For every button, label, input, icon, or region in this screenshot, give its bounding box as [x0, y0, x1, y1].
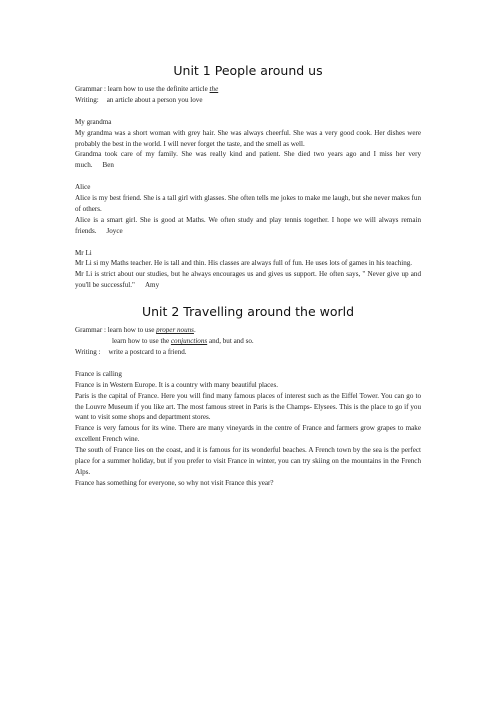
mrli-paragraph-2 [75, 269, 421, 291]
alice-paragraph-1: Alice is my best friend. She is a tall girl with glasses. She often tells me jokes to make me laugh, but she never makes fun of others. [75, 194, 421, 213]
unit2-grammar-term: proper nouns [156, 326, 194, 335]
france-paragraph-3: France is very famous for its wine. There are many vineyards in the centre of France and farmers grow grapes to make excellent French wine. [75, 424, 421, 444]
mrli-author: Amy [144, 281, 160, 290]
unit1-writing-value: an article about a person you love [106, 95, 203, 104]
grandma-paragraph-1: My grandma was a short woman with grey hair. She was always cheerful. She was a very good cook. Her dishes were probably the best in the world. I will never forget the taste, and the smell as well. [75, 128, 421, 148]
unit2-grammar2-term: conjunctions [170, 337, 208, 346]
france-paragraph-5: France has something for everyone, so why not visit France this year? [75, 478, 274, 487]
unit2-grammar2-suffix: and, but and so. [207, 337, 254, 346]
document-page [75, 62, 421, 489]
mrli-paragraph-1: Mr Li si my Maths teacher. He is tall and thin. His classes are always full of fun. He uses lots of games in his teaching. [75, 259, 413, 268]
unit1-title: Unit 1 People around us [173, 63, 323, 78]
unit2-writing-value: write a postcard to a friend. [108, 347, 187, 356]
unit1-writing-label: Writing: [75, 95, 99, 104]
unit2-grammar-prefix: Grammar : learn how to use [75, 326, 157, 335]
unit1-writing-line [75, 95, 421, 106]
grandma-paragraph-2 [75, 149, 421, 171]
unit1-grammar-line [75, 84, 421, 95]
alice-paragraph-2 [75, 215, 421, 237]
unit2-writing-line [75, 347, 421, 358]
unit2-title: Unit 2 Travelling around the world [141, 304, 355, 320]
mrli-paragraph-2-text: Mr Li is strict about our studies, but he always encourages us and gives us support. He often says, " Never give up and you'll be successful." [75, 270, 421, 290]
section-heading-alice: Alice [75, 183, 91, 192]
article-heading: France is calling [75, 369, 122, 378]
unit1-grammar-term: the [209, 85, 219, 93]
section-heading-mrli: Mr Li [75, 248, 92, 257]
unit1-grammar-prefix: Grammar : learn how to use the definite article [75, 85, 210, 93]
grandma-paragraph-2-text: Grandma took care of my family. She was really kind and patient. She died two years ago and I miss her very much. [75, 150, 421, 170]
alice-author: Joyce [106, 226, 123, 235]
france-paragraph-2: Paris is the capital of France. Here you will find many famous places of interest such as the Eiffel Tower. You can go to the Louvre Museum if you like art. The most famous street in Paris is the Champs- Elysees. This is the place to go if you want to visit some shops and department stores. [75, 391, 421, 422]
alice-paragraph-2-text: Alice is a smart girl. She is good at Maths. We often study and play tennis together. I hope we will always remain friends. [75, 215, 421, 235]
unit2-grammar-suffix: . [193, 326, 196, 335]
unit2-grammar-line [75, 325, 421, 336]
section-heading-grandma: My grandma [75, 117, 112, 126]
france-paragraph-4: The south of France lies on the coast, and it is famous for its wonderful beaches. A French town by the sea is the perfect place for a summer holiday, but if you prefer to visit France in winter, you can try skiing on the mountains in the French Alps. [75, 446, 421, 476]
grandma-author: Ben [102, 161, 114, 170]
unit2-writing-label: Writing : [75, 347, 101, 356]
france-paragraph-1: France is in Western Europe. It is a country with many beautiful places. [75, 380, 278, 389]
unit2-grammar2-line [75, 336, 421, 347]
unit2-grammar2-prefix: learn how to use the [112, 337, 171, 346]
